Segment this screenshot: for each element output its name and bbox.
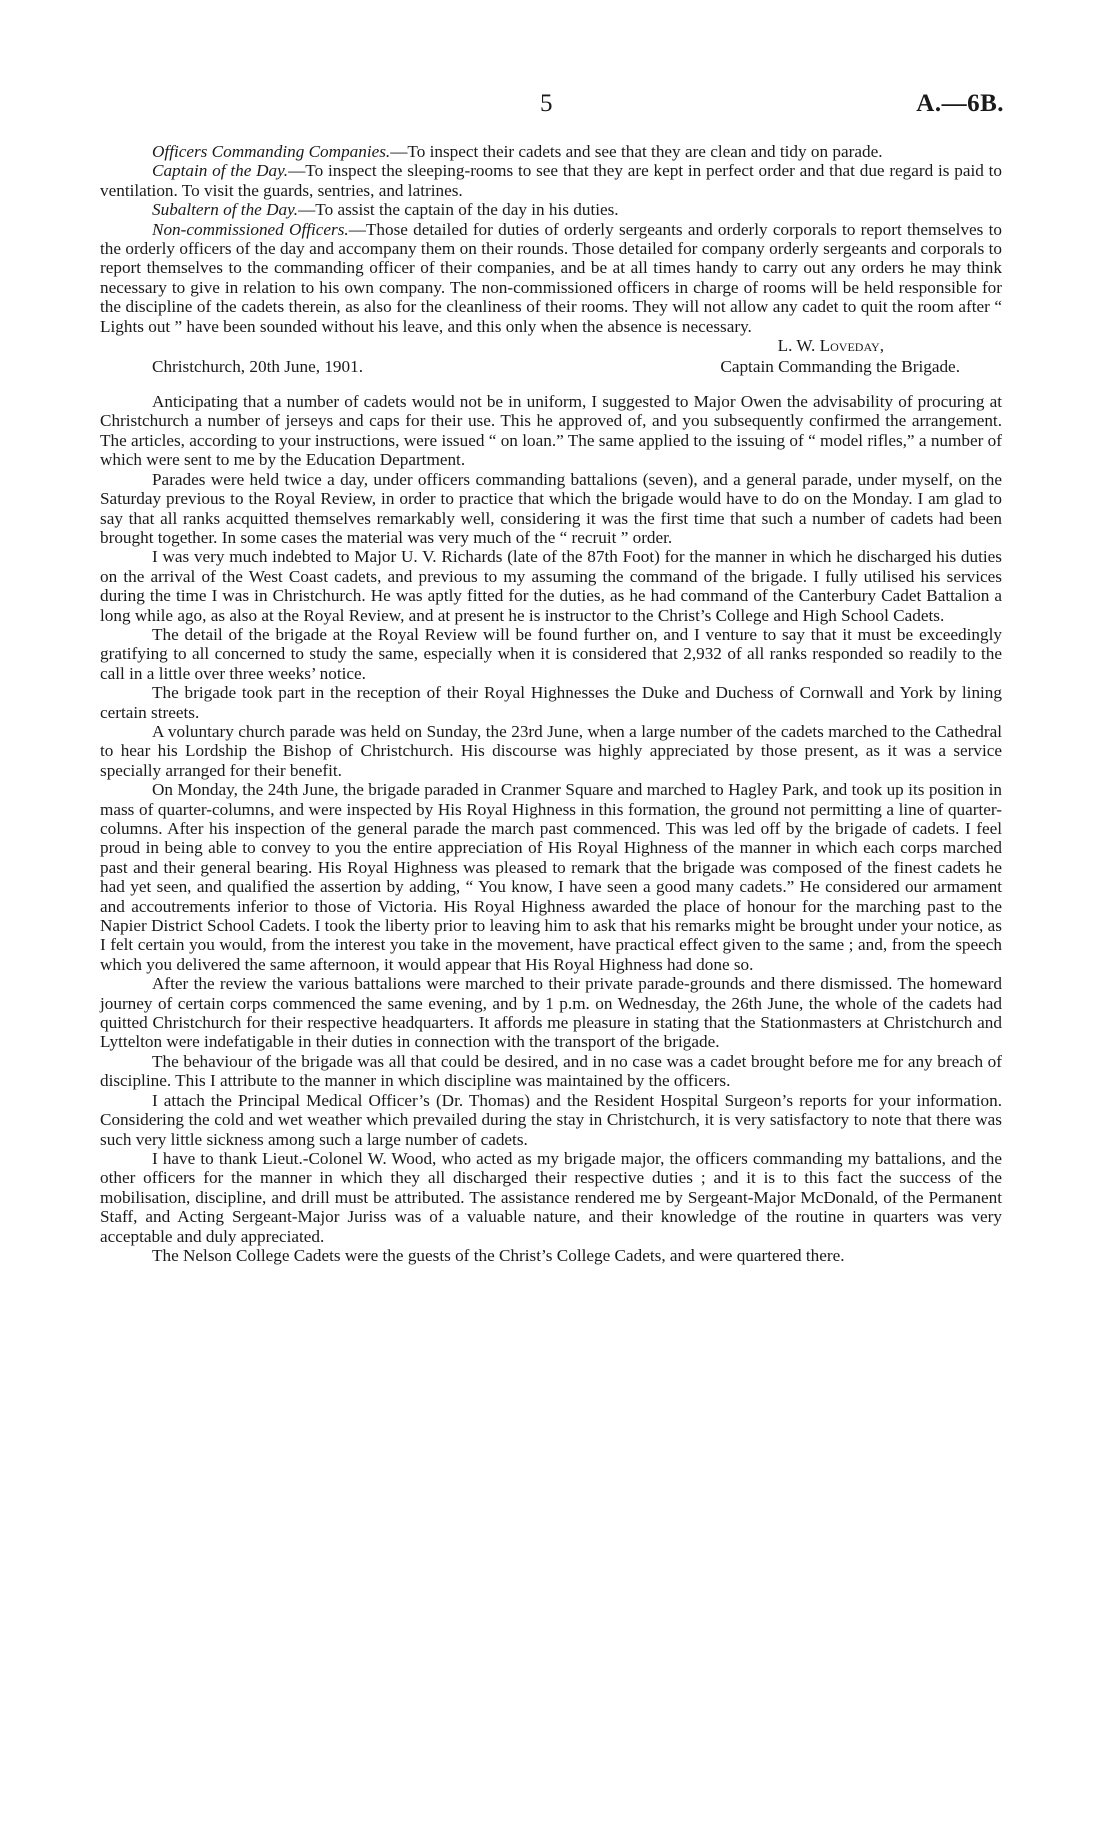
signature-detail-row bbox=[100, 357, 1002, 378]
signatory-name: L. W. Loveday, bbox=[777, 336, 884, 356]
order-paragraph bbox=[100, 200, 1002, 219]
body-paragraph: After the review the various battalions were marched to their private parade-grounds and there dismissed. The homeward journey of certain corps commenced the same evening, and by 1 p.m. on Wednesday, the 26th June, the whole of the cadets had quitted Christchurch for their respective headquarters. It affords me pleasure in stating that the Stationmasters at Christchurch and Lyttelton were indefatigable in their duties in connection with the transport of the brigade. bbox=[100, 974, 1002, 1052]
body-paragraph: I have to thank Lieut.-Colonel W. Wood, who acted as my brigade major, the officers commanding my battalions, and the other officers for the manner in which they all discharged their respective duties ; and it is to this fact the success of the mobilisation, discipline, and drill must be attributed. The assistance rendered me by Sergeant-Major McDonald, of the Permanent Staff, and Acting Sergeant-Major Juriss was of a valuable nature, and their knowledge of the routine in quarters was very acceptable and duly appreciated. bbox=[100, 1148, 1002, 1246]
order-text: —To inspect the sleeping-rooms to see that they are kept in perfect order and that due regard is paid to ventilation. To visit the guards, sentries, and latrines. bbox=[100, 161, 1002, 200]
order-label: Captain of the Day. bbox=[152, 161, 289, 181]
order-text: —Those detailed for duties of orderly sergeants and orderly corporals to report themselves to the orderly officers of the day and accompany them on their rounds. Those detailed for company orderly sergeants and corporals to report themselves to the commanding officer of their companies, and be at all times handy to carry out any orders he may think necessary to give in relation to his own company. The non-commissioned officers in charge of rooms will be held responsible for the discipline of the cadets therein, as also for the cleanliness of their rooms. They will not allow any cadet to quit the room after “ Lights out ” have been sounded without his leave, and this only when the absence is necessary. bbox=[100, 219, 1002, 336]
body-paragraph: Anticipating that a number of cadets would not be in uniform, I suggested to Major Owen the advisability of procuring at Christchurch a number of jerseys and caps for their use. This he approved of, and you subsequently confirmed the arrangement. The articles, according to your instructions, were issued “ on loan.” The same applied to the issuing of “ model rifles,” a number of which were sent to me by the Education Department. bbox=[100, 392, 1002, 470]
body-paragraph: I was very much indebted to Major U. V. Richards (late of the 87th Foot) for the manner in which he discharged his duties on the arrival of the West Coast cadets, and previous to my assuming the command of the brigade. I fully utilised his services during the time I was in Christchurch. He was aptly fitted for the duties, as he had command of the Canterbury Cadet Battalion a long while ago, as also at the Royal Review, and at present he is instructor to the Christ’s College and High School Cadets. bbox=[100, 547, 1002, 625]
order-label: Officers Commanding Companies. bbox=[152, 142, 391, 161]
body-paragraph: I attach the Principal Medical Officer’s (Dr. Thomas) and the Resident Hospital Surgeon’s reports for your information. Considering the cold and wet weather which prevailed during the stay in Christchurch, it is very satisfactory to note that there was such very little sickness among such a large number of cadets. bbox=[100, 1090, 1002, 1149]
order-label: Subaltern of the Day. bbox=[152, 200, 299, 220]
body-paragraph: On Monday, the 24th June, the brigade paraded in Cranmer Square and marched to Hagley Park, and took up its position in mass of quarter-columns, and were inspected by His Royal Highness in this formation, the ground not permitting a line of quarter-columns. After his inspection of the general parade the march past commenced. This was led off by the brigade of cadets. I feel proud in being able to convey to you the entire appreciation of His Royal Highness of the manner in which each corps marched past and their general bearing. His Royal Highness was pleased to remark that the brigade was composed of the finest cadets he had yet seen, and qualified the assertion by adding, “ You know, I have seen a good many cadets.” He considered our armament and accoutrements inferior to those of Victoria. His Royal Highness awarded the place of honour for the marching past to the Napier District School Cadets. I took the liberty prior to leaving him to ask that his remarks might be brought under your notice, as I felt certain you would, from the interest you take in the movement, have practical effect given to the same ; and, from the speech which you delivered the same afternoon, it would appear that His Royal Highness had done so. bbox=[100, 780, 1002, 974]
page-number: 5 bbox=[540, 90, 553, 117]
signature-title: Captain Commanding the Brigade. bbox=[720, 357, 960, 377]
body-paragraph: The behaviour of the brigade was all that could be desired, and in no case was a cadet brought before me for any breach of discipline. This I attribute to the manner in which discipline was maintained by the officers. bbox=[100, 1051, 1002, 1091]
order-text: —To inspect their cadets and see that they are clean and tidy on parade. bbox=[390, 142, 883, 161]
order-paragraph bbox=[100, 220, 1002, 336]
body-paragraph: Parades were held twice a day, under officers commanding battalions (seven), and a general parade, under myself, on the Saturday previous to the Royal Review, in order to practice that which the brigade would have to do on the Monday. I am glad to say that all ranks acquitted themselves remarkably well, considering it was the first time that such a number of cadets had been brought together. In some cases the material was very much of the “ recruit ” order. bbox=[100, 469, 1002, 547]
body-paragraph: The Nelson College Cadets were the guests of the Christ’s College Cadets, and were quartered there. bbox=[152, 1245, 845, 1265]
body-paragraph: A voluntary church parade was held on Sunday, the 23rd June, when a large number of the cadets marched to the Cathedral to hear his Lordship the Bishop of Christchurch. His discourse was highly appreciated by those present, as it was a service specially arranged for their benefit. bbox=[100, 721, 1002, 780]
body-text bbox=[100, 142, 1002, 1265]
signature-name bbox=[778, 336, 884, 355]
document-reference: A.—6B. bbox=[916, 90, 1004, 117]
signature-place-date: Christchurch, 20th June, 1901. bbox=[152, 357, 364, 377]
body-paragraph: The brigade took part in the reception of their Royal Highnesses the Duke and Duchess of Cornwall and York by lining certain streets. bbox=[100, 683, 1002, 722]
order-paragraph bbox=[100, 161, 1002, 200]
order-paragraph bbox=[100, 142, 1002, 161]
signature-name-row bbox=[100, 336, 1002, 357]
order-label: Non-commissioned Officers. bbox=[152, 219, 349, 239]
spacer bbox=[100, 378, 1002, 392]
body-paragraph: The detail of the brigade at the Royal Review will be found further on, and I venture to say that it must be exceedingly gratifying to all concerned to study the same, especially when it is considered that 2,932 of all ranks responded so readily to the call in a little over three weeks’ notice. bbox=[100, 624, 1002, 683]
order-text: —To assist the captain of the day in his duties. bbox=[298, 200, 619, 220]
